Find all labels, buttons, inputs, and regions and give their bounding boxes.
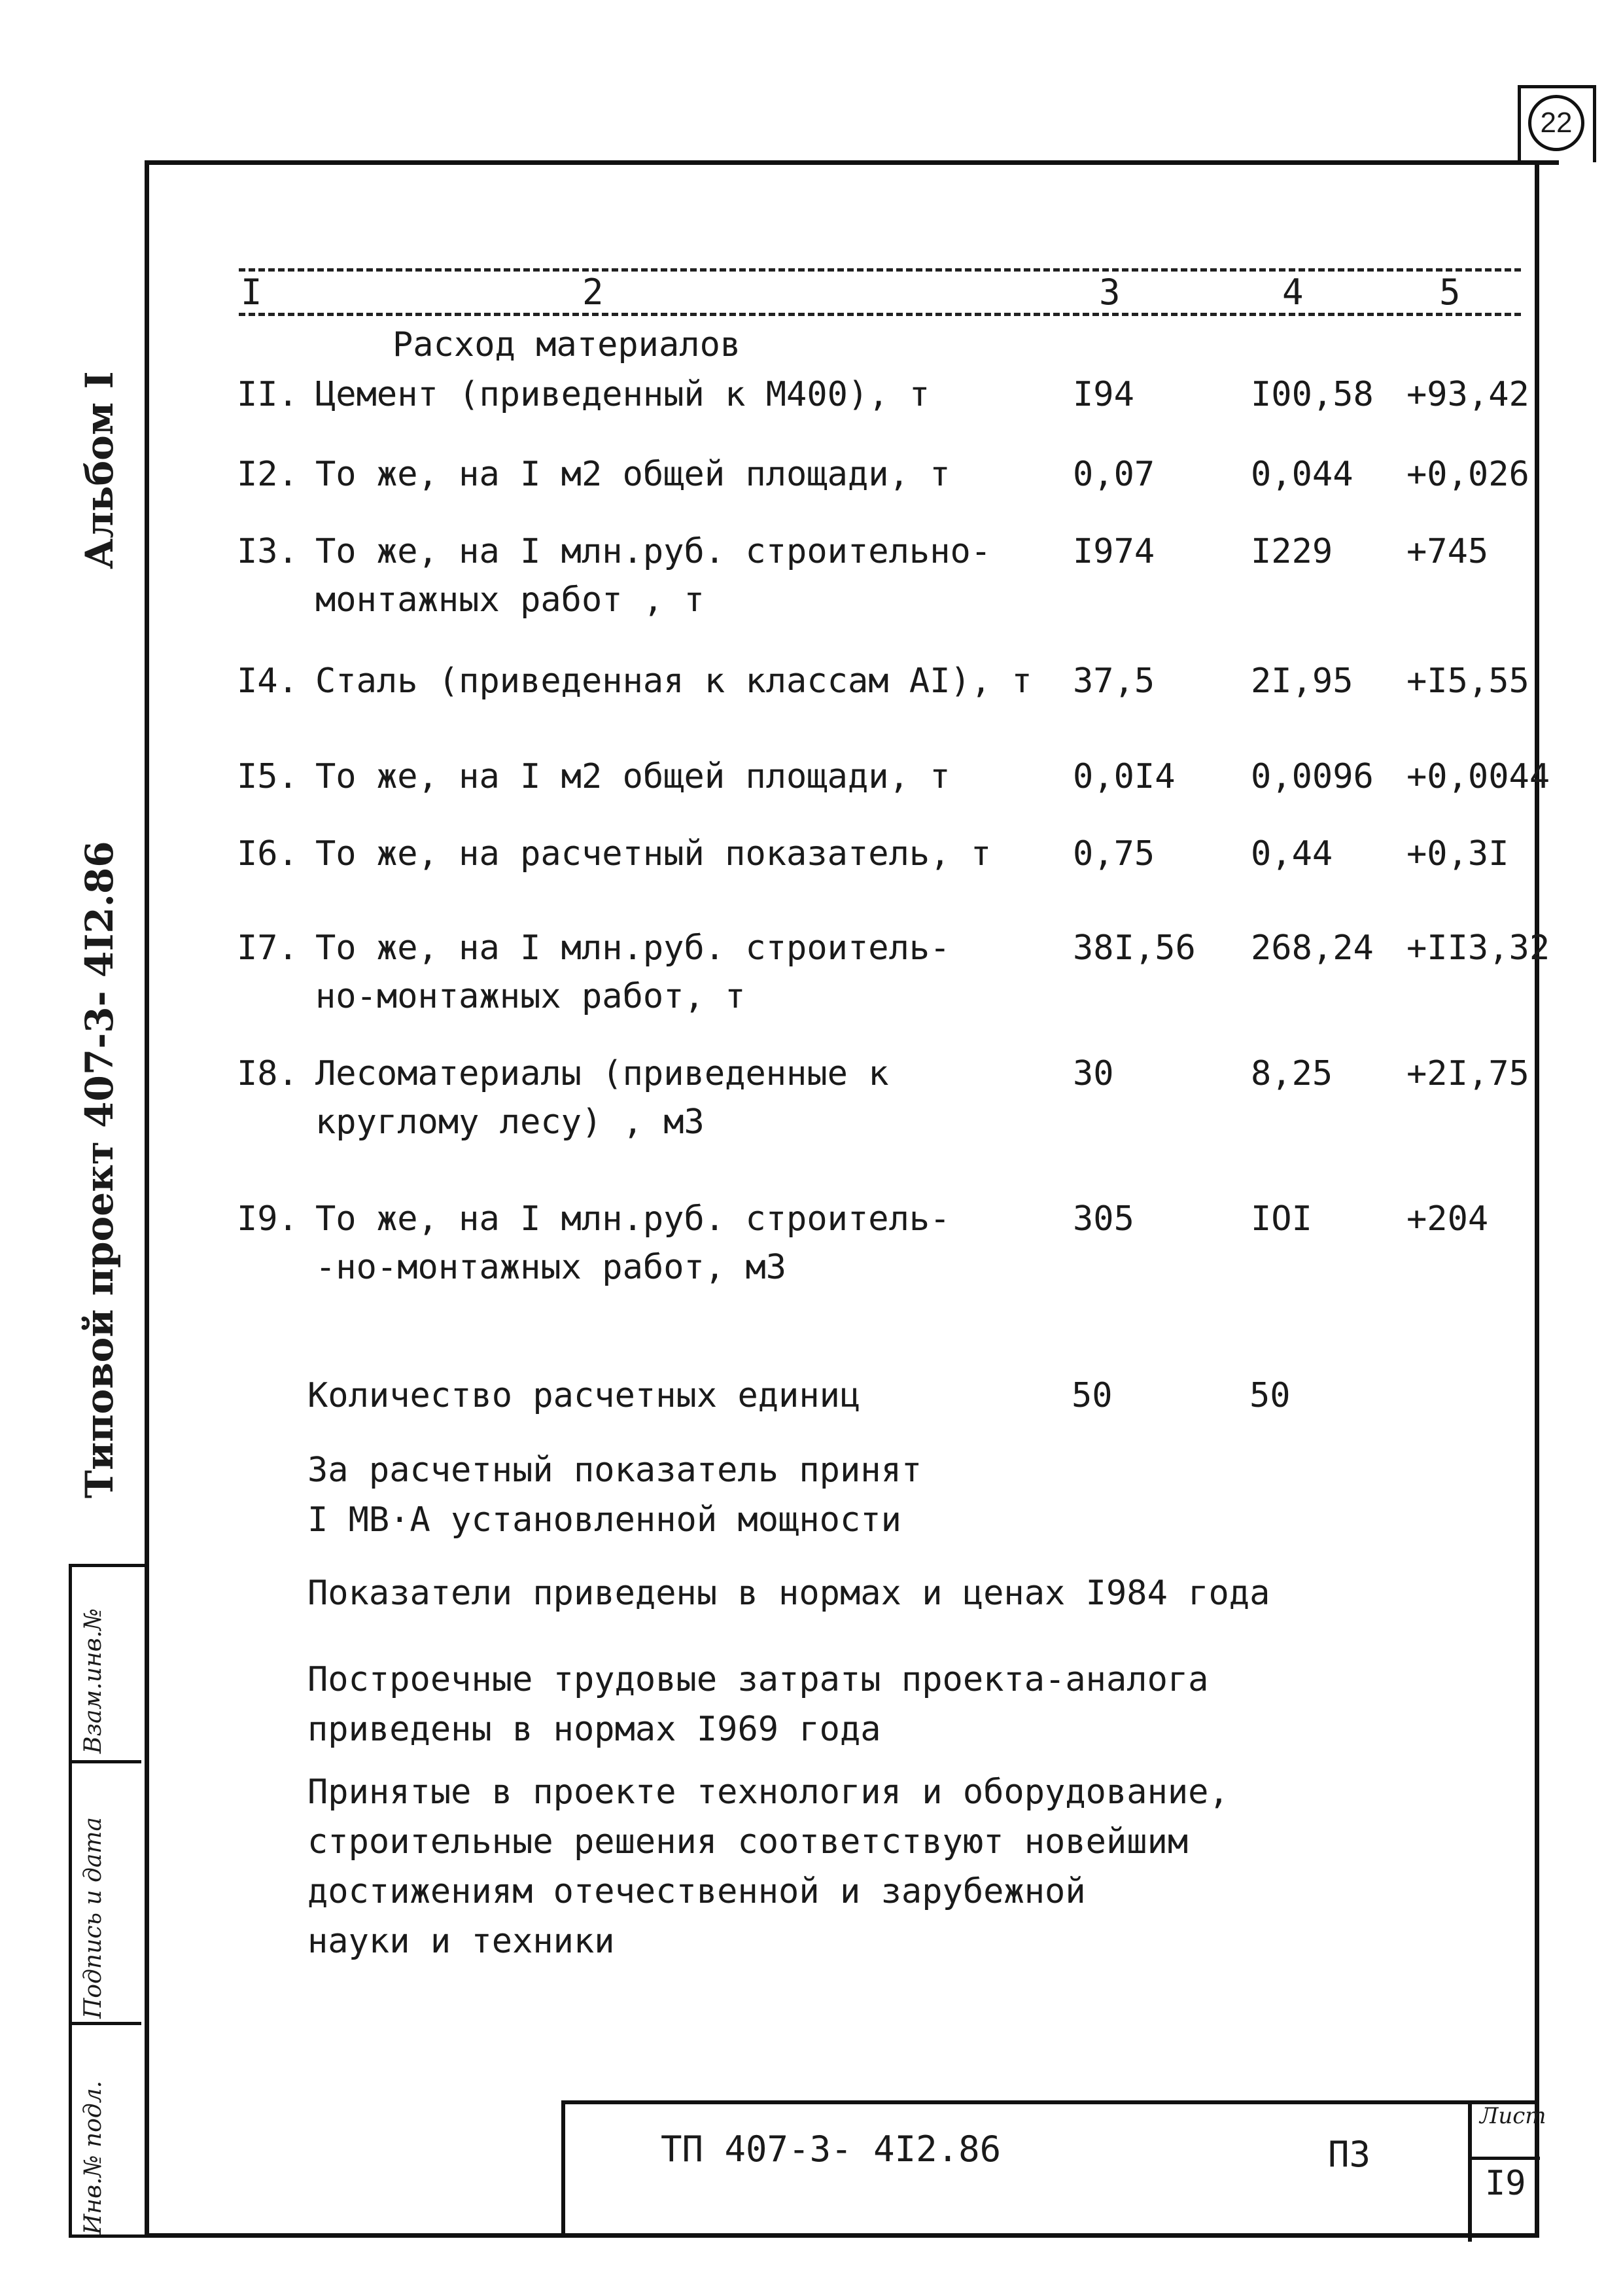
note-line: Показатели приведены в нормах и ценах I984 года [307,1574,1270,1613]
row-col4-value: 8,25 [1251,1054,1333,1093]
row-col5-value: +204 [1406,1199,1489,1239]
row-number: I2. [237,455,298,494]
row-number: I7. [237,928,298,968]
row-number: I4. [237,662,298,701]
units-col4: 50 [1249,1376,1291,1415]
row-description: монтажных работ , т [315,580,705,620]
row-col5-value: +0,0044 [1406,757,1550,796]
section-title: Расход материалов [393,325,741,364]
stamp-label-replace: Взам.инв.№ [80,1608,107,1754]
note-line: Построечные трудовые затраты проекта-аналога [307,1660,1209,1699]
row-col5-value: +93,42 [1406,375,1529,414]
album-label: Альбом I [77,371,122,569]
stamp-label-original: Инв.№ подл. [80,2080,107,2234]
row-col3-value: I94 [1073,375,1134,414]
header-dash-bottom [239,313,1521,316]
row-number: I9. [237,1199,298,1239]
title-block-divider [1468,2104,1472,2242]
row-number: I6. [237,834,298,874]
units-label: Количество расчетных единиц [307,1376,861,1415]
row-col4-value: 0,0096 [1251,757,1374,796]
row-description: -но-монтажных работ, м3 [315,1248,787,1287]
note-line: За расчетный показатель принят [307,1451,922,1490]
row-col4-value: 0,44 [1251,834,1333,874]
frame-left-border [145,160,149,2238]
row-col4-value: 268,24 [1251,928,1374,968]
col-header-1: I [241,272,262,313]
row-col4-value: I00,58 [1251,375,1374,414]
row-description: То же, на I млн.руб. строитель- [315,928,951,968]
row-col4-value: IOI [1251,1199,1312,1239]
row-col5-value: +II3,32 [1406,928,1550,968]
document-code: ТП 407-3- 4I2.86 [661,2128,1002,2170]
row-col3-value: I974 [1073,532,1155,571]
row-description: но-монтажных работ, т [315,977,746,1016]
frame-top-border [149,160,1559,165]
row-col4-value: 0,044 [1251,455,1353,494]
row-col3-value: 0,75 [1073,834,1155,874]
row-number: I8. [237,1054,298,1093]
row-col5-value: +0,3I [1406,834,1509,874]
row-number: II. [237,375,298,414]
row-col3-value: 0,07 [1073,455,1155,494]
row-col4-value: 2I,95 [1251,662,1353,701]
row-description: Цемент (приведенный к М400), т [315,375,930,414]
row-col5-value: +2I,75 [1406,1054,1529,1093]
row-col3-value: 0,0I4 [1073,757,1176,796]
row-col3-value: 30 [1073,1054,1114,1093]
project-label: Типовой проект 407-3- 4I2.86 [77,841,122,1498]
note-line: приведены в нормах I969 года [307,1710,881,1749]
row-col4-value: I229 [1251,532,1333,571]
row-col3-value: 38I,56 [1073,928,1196,968]
row-description: То же, на расчетный показатель, т [315,834,992,874]
page-number: 22 [1528,95,1584,151]
stamp-label-signature: Подпись и дата [80,1817,107,2019]
row-description: То же, на I млн.руб. строительно- [315,532,992,571]
col-header-5: 5 [1439,272,1461,313]
row-number: I5. [237,757,298,796]
col-header-3: 3 [1099,272,1121,313]
row-description: То же, на I м2 общей площади, т [315,455,951,494]
document-type: ПЗ [1328,2134,1371,2175]
sheet-label: Лист [1480,2103,1546,2129]
sheet-number: I9 [1485,2164,1526,2203]
header-dash-top [239,268,1521,272]
row-description: То же, на I млн.руб. строитель- [315,1199,951,1239]
approval-stamp [69,1564,145,2238]
note-line: достижениям отечественной и зарубежной [307,1872,1086,1911]
note-line: I МВ·А установленной мощности [307,1500,901,1540]
col-header-2: 2 [582,272,604,313]
note-line: строительные решения соответствуют новейшим [307,1822,1189,1862]
row-number: I3. [237,532,298,571]
note-line: науки и техники [307,1922,615,1961]
row-description: Сталь (приведенная к классам AI), т [315,662,1032,701]
row-col5-value: +I5,55 [1406,662,1529,701]
row-col5-value: +745 [1406,532,1489,571]
col-header-4: 4 [1282,272,1304,313]
frame-right-border [1535,160,1539,2238]
row-description: Лесоматериалы (приведенные к [315,1054,889,1093]
row-col5-value: +0,026 [1406,455,1529,494]
note-line: Принятые в проекте технология и оборудование, [307,1773,1229,1812]
row-col3-value: 37,5 [1073,662,1155,701]
row-col3-value: 305 [1073,1199,1134,1239]
row-description: круглому лесу) , м3 [315,1103,705,1142]
row-description: То же, на I м2 общей площади, т [315,757,951,796]
units-col3: 50 [1072,1376,1113,1415]
